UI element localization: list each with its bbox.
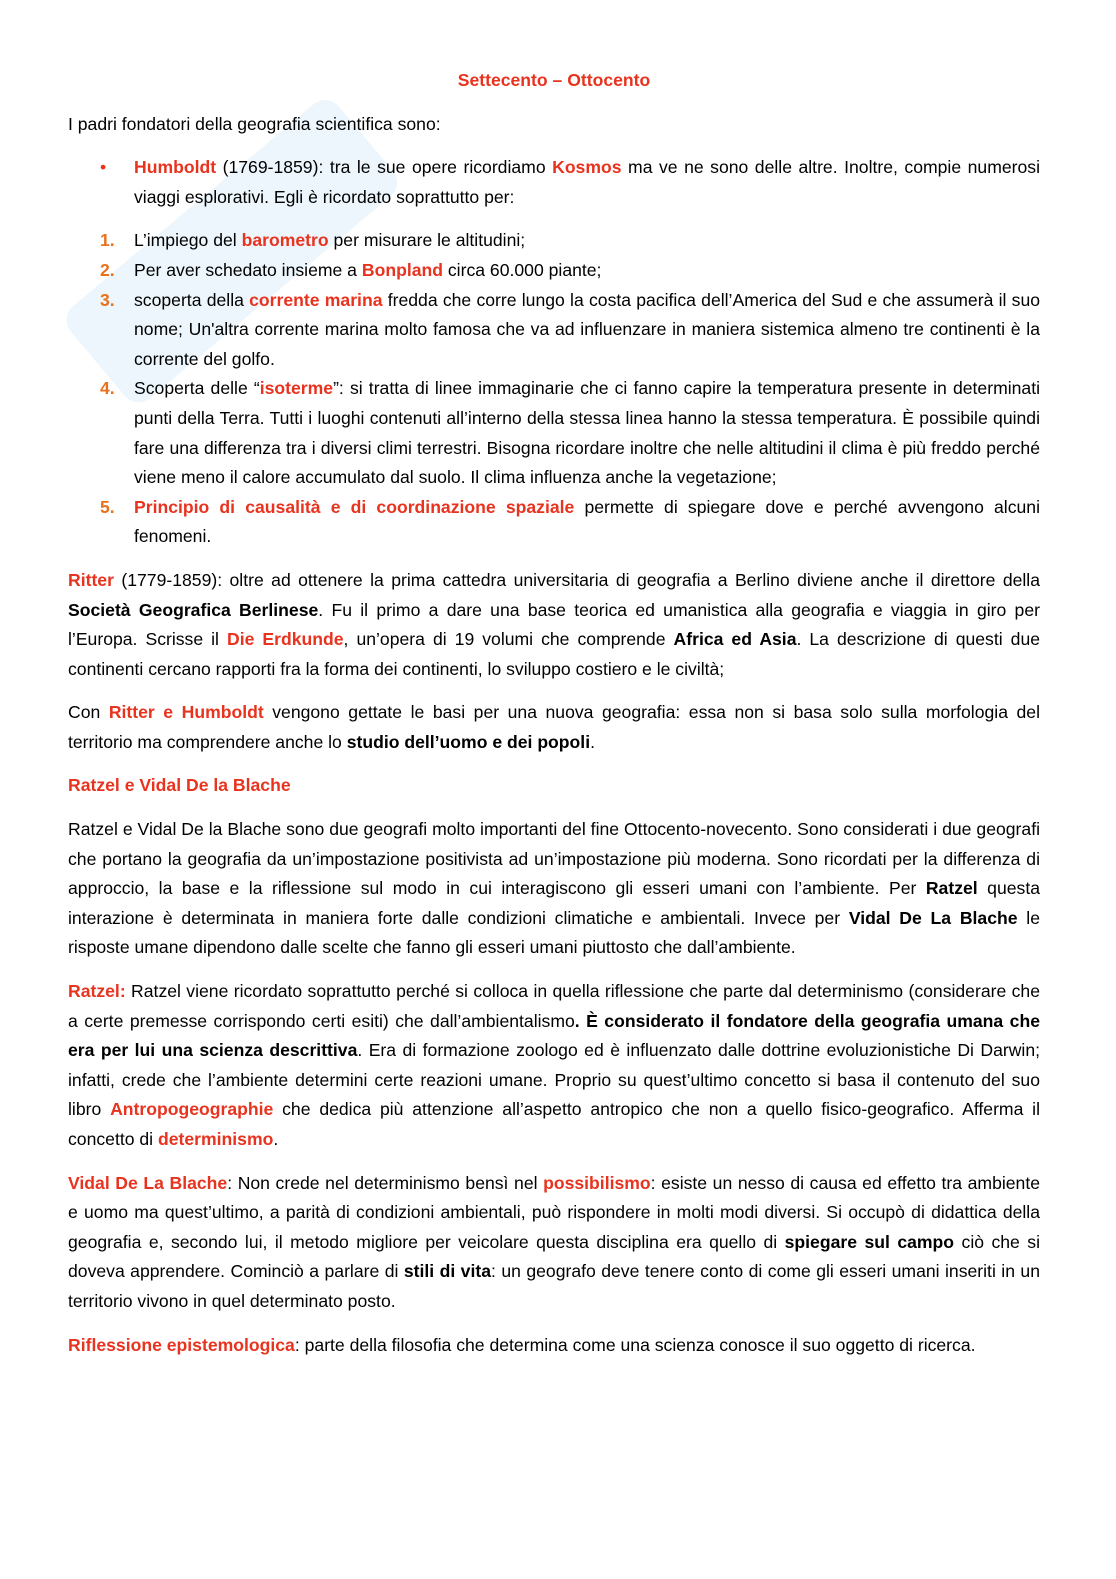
term-kosmos: Kosmos [552, 157, 622, 178]
section-heading: Ratzel e Vidal De la Blache [68, 775, 291, 796]
text-run: Ratzel e Vidal De la Blache sono due geografi molto importanti del fine Ottocento-novecento. Sono considerati i due geografi che portano la geografia da un’impostazione positivista ad un’impostazione più moderna. Sono ricordati per la differenza di approccio, la base e la riflessione sul modo in cui interagiscono gli esseri umani con l’ambiente. Per [68, 819, 1040, 899]
list-item [68, 226, 1040, 256]
bold-run: . È considerato il fondatore della geografia umana che era per lui una scienza descrittiva [68, 1010, 1040, 1061]
text-run: Ratzel viene ricordato soprattutto perché si colloca in quella riflessione che parte dal determinismo (considerare che a certe premesse corrispondo certi esiti) che dall’ambientalismo [68, 981, 1040, 1031]
text-run: , un’opera di 19 volumi che comprende [343, 629, 674, 650]
term-humboldt: Humboldt [134, 157, 217, 178]
bold-run: studio dell’uomo e dei popoli [346, 731, 591, 752]
text-run: : Non crede nel determinismo bensì nel [227, 1172, 544, 1193]
text-run: ”: si tratta di linee immaginarie che ci fanno capire la temperatura presente in determinati punti della Terra. Tutti i luoghi contenuti all’interno della stessa linea hanno la stessa temperatura. È possibile quindi fare una differenza tra i diversi climi terrestri. Bisogna ricordare inoltre che nelle altitudini il clima è più freddo perché viene meno il calore accumulato dal suolo. Il clima influenza anche la vegetazione; [134, 378, 1040, 488]
bullet-list [68, 153, 1040, 212]
riflessione-paragraph [68, 1331, 1040, 1361]
text-run: . Era di formazione zoologo ed è influenzato dalle dottrine evoluzionistiche Di Darwin; infatti, crede che l’ambiente determini certe reazioni umane. Proprio su quest’ultimo concetto si basa il contenuto del suo libro [68, 1040, 1041, 1120]
list-number: 5. [100, 496, 115, 517]
text-run: . [590, 731, 595, 752]
list-item [68, 286, 1040, 375]
ritter-paragraph [68, 566, 1040, 684]
bold-run: Società Geografica Berlinese [68, 599, 319, 620]
term-ratzel: Ratzel: [68, 981, 126, 1002]
term-barometro: barometro [241, 230, 329, 251]
text-run: per misurare le altitudini; [328, 230, 526, 251]
text-run: le risposte umane dipendono dalle scelte che fanno gli esseri umani piuttosto che dall’ambiente. [68, 907, 1040, 958]
term-possibilismo: possibilismo [543, 1172, 651, 1193]
text-run: : parte della filosofia che determina come una scienza conosce il suo oggetto di ricerca. [294, 1334, 976, 1355]
text-run: Per aver schedato insieme a [134, 259, 362, 280]
text-run: (1779-1859): oltre ad ottenere la prima cattedra universitaria di geografia a Berlino diviene anche il direttore della [113, 569, 1040, 590]
term-ritter: Ritter [68, 569, 114, 590]
text-run: . [273, 1129, 279, 1149]
bold-run: stili di vita [403, 1261, 491, 1282]
document-page [68, 66, 1040, 1374]
term-antropogeographie: Antropogeographie [110, 1099, 274, 1120]
list-number: 2. [100, 259, 115, 280]
bold-run: Vidal De La Blache [848, 907, 1018, 928]
list-number: 3. [100, 289, 115, 310]
term-die-erdkunde: Die Erdkunde [227, 629, 344, 650]
text-run: ma ve ne sono delle altre. Inoltre, compie numerosi viaggi esplorativi. Egli è ricordato soprattutto per: [134, 157, 1040, 207]
term-isoterme: isoterme [259, 378, 334, 399]
bold-run: spiegare sul campo [784, 1231, 955, 1252]
bold-run: Ratzel [925, 878, 978, 899]
list-item-humboldt [68, 153, 1040, 212]
text-run: (1769-1859): tra le sue opere ricordiamo [216, 157, 553, 178]
text-run: questa interazione è determinata in maniera forte dalle condizioni climatiche e ambientali. Invece per [68, 878, 1040, 928]
term-vidal: Vidal De La Blache [68, 1172, 228, 1193]
text-run: Con [68, 702, 109, 723]
text-run: . Fu il primo a dare una base teorica ed umanistica alla geografia e viaggia in giro per l’Europa. Scrisse il [68, 599, 1040, 650]
text-run: fredda che corre lungo la costa pacifica dell’America del Sud e che assumerà il suo nome; Un'altra corrente marina molto famosa che va ad influenzare in maniera sistemica almeno tre continenti è la corrente del golfo. [134, 289, 1041, 369]
list-item [68, 493, 1040, 552]
list-item [68, 256, 1040, 286]
text-run: ciò che si doveva apprendere. Cominciò a parlare di [68, 1231, 1040, 1282]
list-number: 4. [100, 378, 115, 399]
text-run: scoperta della [134, 289, 250, 310]
text-run: permette di spiegare dove e perché avvengono alcuni fenomeni. [134, 496, 1040, 547]
text-run: che dedica più attenzione all’aspetto antropico che non a quello fisico-geografico. Afferma il concetto di [68, 1099, 1041, 1149]
text-run: circa 60.000 piante; [443, 259, 602, 280]
term-principio: Principio di causalità e di coordinazione spaziale [134, 496, 575, 517]
ratzel-paragraph [68, 977, 1040, 1155]
term-determinismo: determinismo [157, 1129, 274, 1149]
text-run: : esiste un nesso di causa ed effetto tra ambiente e uomo ma quest’ultimo, a parità di condizioni ambientali, può rispondere in molti modi diversi. Si occupò di didattica della geografia e, secondo lui, il metodo migliore per veicolare questa disciplina era quello di [68, 1172, 1041, 1252]
con-paragraph [68, 698, 1040, 757]
text-run: . La descrizione di questi due continenti cercano rapporti fra la forma dei continenti, lo sviluppo costiero e le civiltà; [68, 629, 1041, 679]
vidal-paragraph [68, 1169, 1040, 1317]
text-run: L’impiego del [134, 230, 242, 251]
bold-run: Africa ed Asia [673, 629, 797, 650]
list-number: 1. [100, 230, 115, 251]
list-item [68, 374, 1040, 492]
intro-paragraph: I padri fondatori della geografia scientifica sono: [68, 113, 441, 134]
text-run: vengono gettate le basi per una nuova geografia: essa non si basa solo sulla morfologia del territorio ma comprendere anche lo [68, 702, 1040, 752]
term-riflessione: Riflessione epistemologica [68, 1334, 295, 1355]
numbered-list [68, 226, 1040, 552]
term-corrente-marina: corrente marina [249, 289, 383, 310]
page-title: Settecento – Ottocento [457, 70, 651, 90]
text-run: Scoperta delle “ [134, 378, 260, 399]
term-bonpland: Bonpland [361, 259, 443, 280]
term-ritter-humboldt: Ritter e Humboldt [108, 702, 264, 723]
rvb-paragraph [68, 815, 1040, 963]
text-run: : un geografo deve tenere conto di come gli esseri umani inseriti in un territorio vivono in quel determinato posto. [68, 1261, 1040, 1311]
bullet-icon: • [100, 157, 107, 178]
